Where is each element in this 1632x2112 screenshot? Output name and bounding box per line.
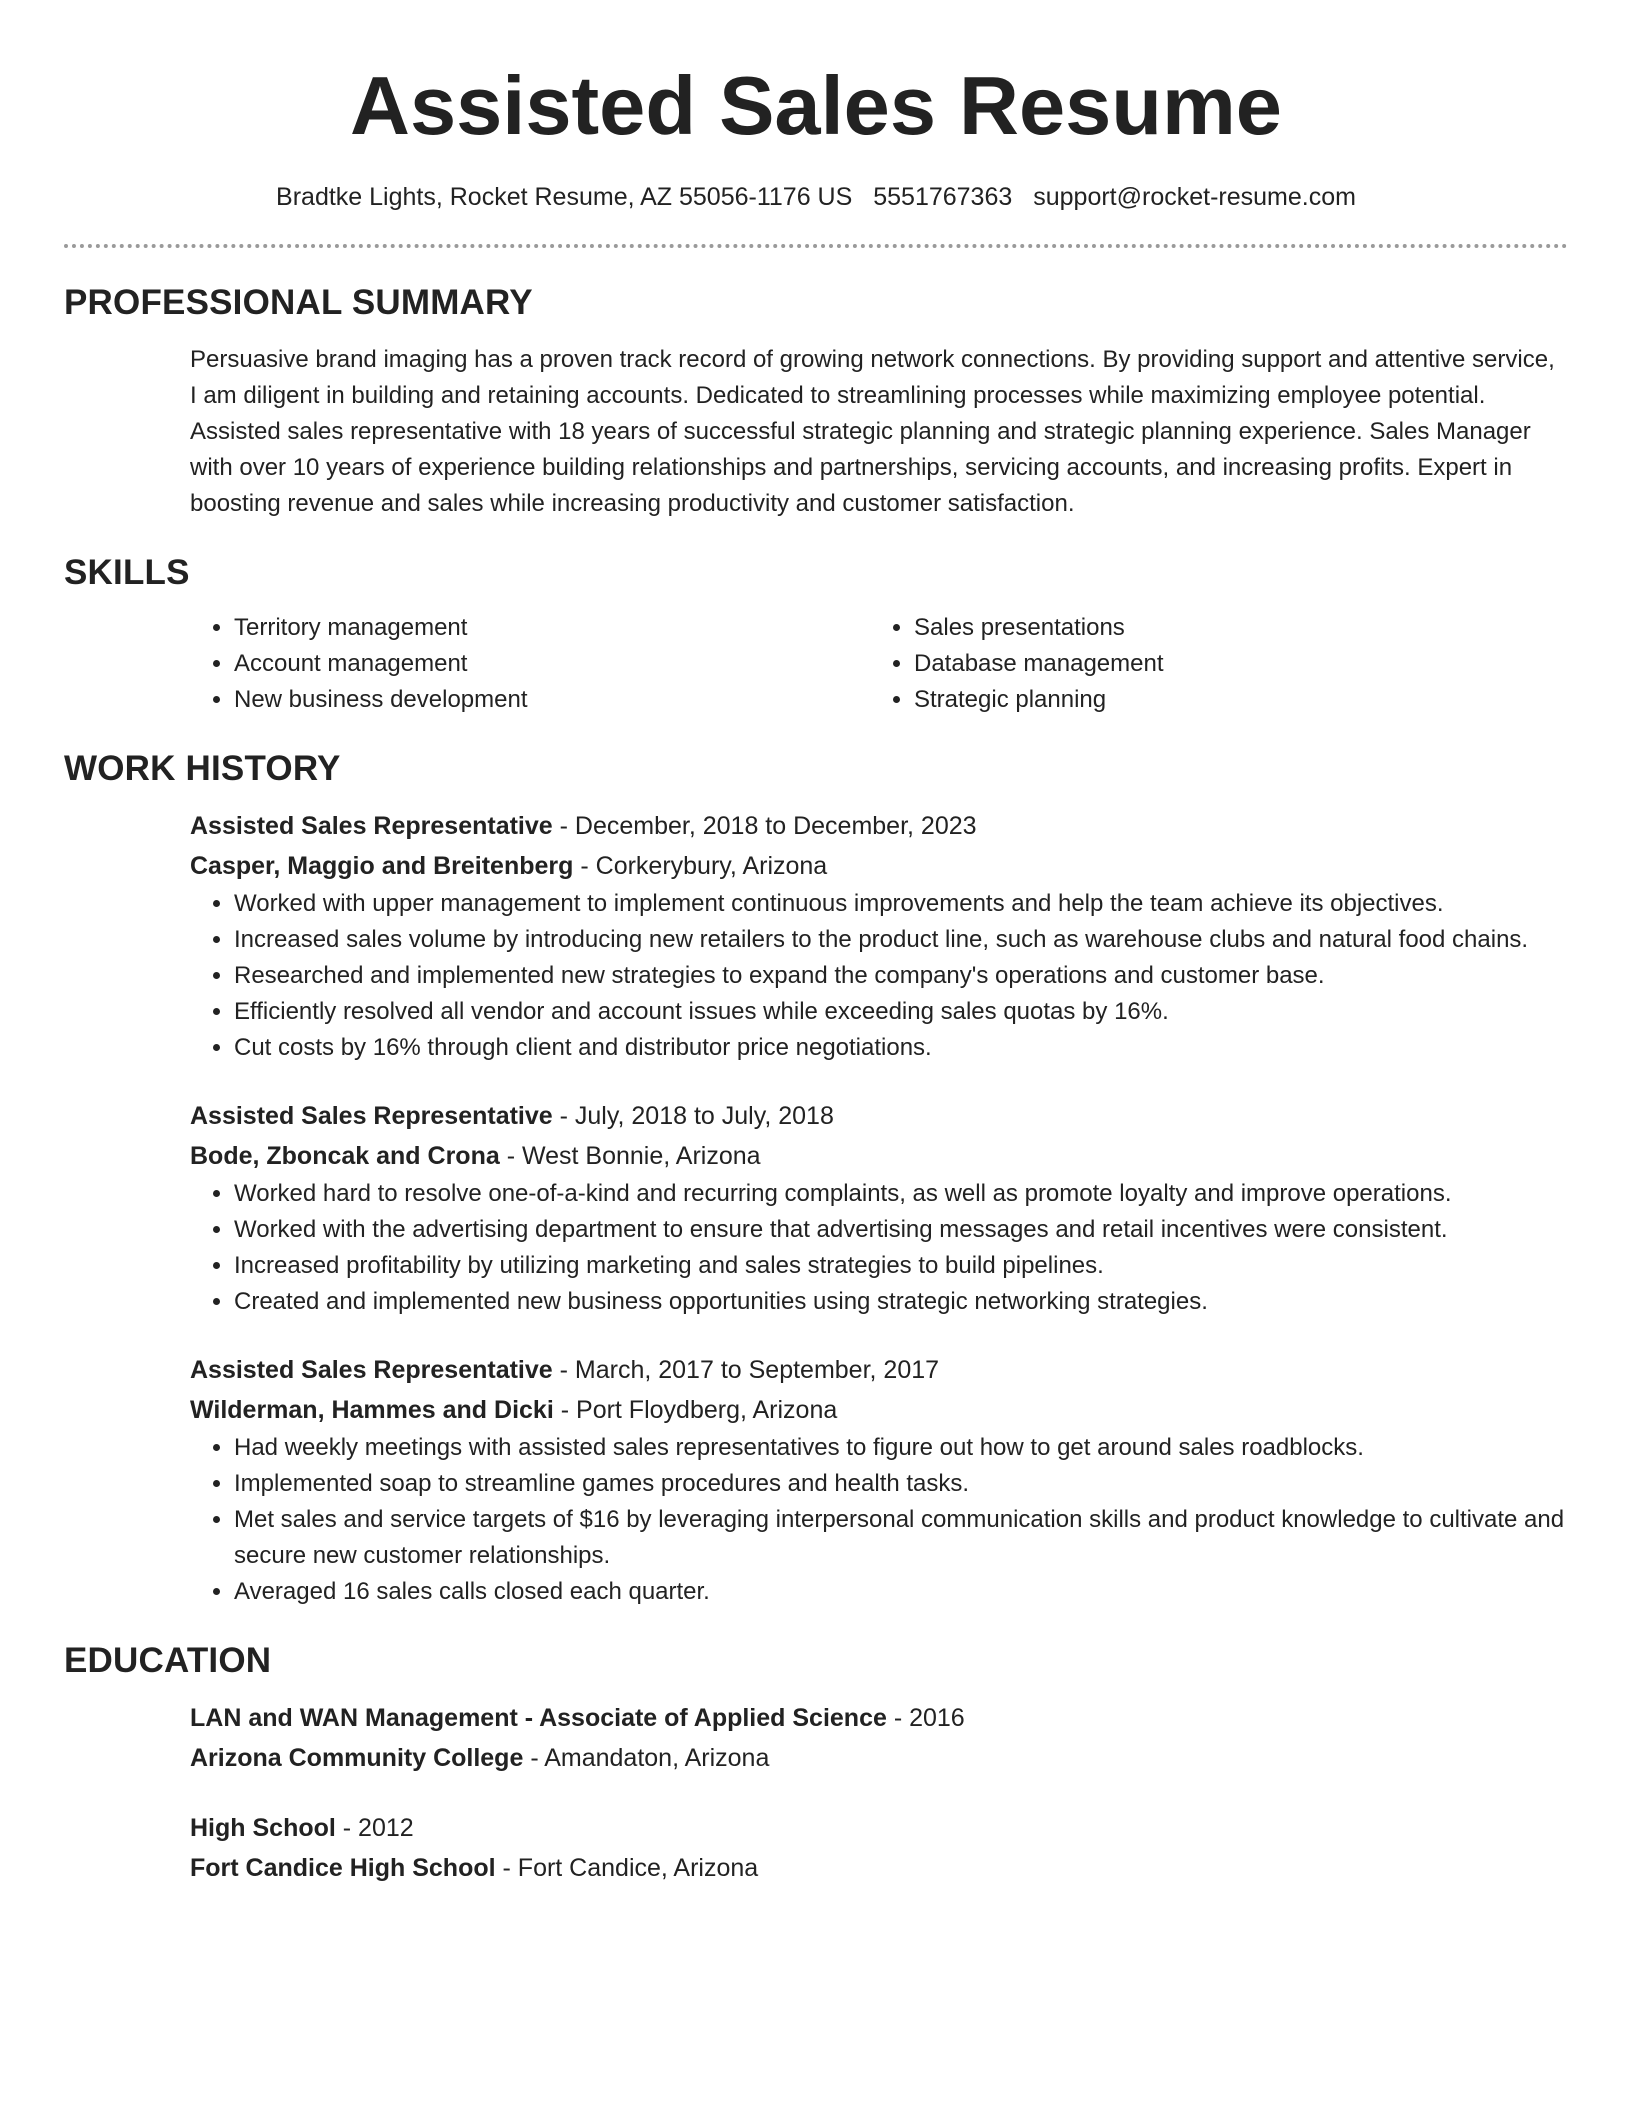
skills-section [64,552,1568,718]
job-bullet: • Efficiently resolved all vendor and account issues while exceeding sales quotas by 16%. [234,994,1568,1030]
job-company: Casper, Maggio and Breitenberg [190,852,574,880]
job-bullet: • Implemented soap to streamline games procedures and health tasks. [234,1466,1568,1502]
education-section [64,1640,1568,1888]
job-bullet: • Worked hard to resolve one-of-a-kind and recurring complaints, as well as promote loyalty and improve operations. [234,1176,1568,1212]
education-location: - Fort Candice, Arizona [495,1854,759,1882]
summary-text: Persuasive brand imaging has a proven track record of growing network connections. By providing support and attentive service, I am diligent in building and retaining accounts. Dedicated to streamlining processes while maximizing employee potential. Assisted sales representative with 18 years of successful strategic planning and strategic planning experience. Sales Manager with over 10 years of experience building relationships and partnerships, servicing accounts, and increasing profits. Expert in boosting revenue and sales while increasing productivity and customer satisfaction. [190,346,1555,517]
education-entry [190,1698,1568,1778]
job-entry [190,806,1568,1066]
job-dates: - March, 2017 to September, 2017 [552,1356,940,1384]
skill-item: • Account management [234,646,870,682]
job-company: Wilderman, Hammes and Dicki [190,1396,554,1424]
education-year: - 2012 [335,1814,414,1842]
skill-item: • Database management [914,646,1550,682]
job-company-line [190,1390,1568,1430]
job-title-line [190,1350,1568,1390]
education-location: - Amandaton, Arizona [523,1744,770,1772]
job-title-line [190,1096,1568,1136]
job-role: Assisted Sales Representative [190,1356,553,1384]
job-bullets [190,886,1568,1066]
skills-column-left [190,610,870,718]
job-bullet: • Increased profitability by utilizing marketing and sales strategies to build pipelines. [234,1248,1568,1284]
contact-phone: 5551767363 [873,183,1013,211]
job-company: Bode, Zboncak and Crona [190,1142,500,1170]
job-bullet: • Had weekly meetings with assisted sales representatives to figure out how to get around sales roadblocks. [234,1430,1568,1466]
skills-grid [190,610,1568,718]
education-school: Fort Candice High School [190,1854,496,1882]
job-dates: - December, 2018 to December, 2023 [552,812,977,840]
education-degree-line [190,1808,1568,1848]
education-body [190,1698,1568,1888]
job-bullets [190,1176,1568,1320]
summary-body [190,342,1568,522]
skill-item: • Strategic planning [914,682,1550,718]
education-entry [190,1808,1568,1888]
job-bullet: • Averaged 16 sales calls closed each quarter. [234,1574,1568,1610]
job-bullet: • Created and implemented new business opportunities using strategic networking strategies. [234,1284,1568,1320]
job-role: Assisted Sales Representative [190,812,553,840]
job-bullet: • Met sales and service targets of $16 by leveraging interpersonal communication skills and product knowledge to cultivate and secure new customer relationships. [234,1502,1568,1574]
job-location: - West Bonnie, Arizona [499,1142,761,1170]
work-history-body [190,806,1568,1610]
work-history-section [64,748,1568,1610]
summary-section [64,282,1568,522]
job-dates: - July, 2018 to July, 2018 [552,1102,834,1130]
job-bullet: • Cut costs by 16% through client and distributor price negotiations. [234,1030,1568,1066]
job-bullets [190,1430,1568,1610]
job-company-line [190,846,1568,886]
education-degree-line [190,1698,1568,1738]
resume-title: Assisted Sales Resume [350,59,1282,152]
job-entry [190,1350,1568,1610]
summary-heading: PROFESSIONAL SUMMARY [64,283,533,322]
job-bullet: • Increased sales volume by introducing new retailers to the product line, such as warehouse clubs and natural food chains. [234,922,1568,958]
education-degree: LAN and WAN Management - Associate of Applied Science [190,1704,887,1732]
resume-header [64,0,1568,212]
contact-address: Bradtke Lights, Rocket Resume, AZ 55056-1176 US [276,183,853,211]
contact-line [64,182,1568,212]
education-year: - 2016 [886,1704,965,1732]
education-school-line [190,1738,1568,1778]
skill-item: • New business development [234,682,870,718]
job-entry [190,1096,1568,1320]
work-history-heading: WORK HISTORY [64,749,341,788]
job-bullet: • Worked with upper management to implement continuous improvements and help the team achieve its objectives. [234,886,1568,922]
header-divider [64,244,1568,248]
job-company-line [190,1136,1568,1176]
skill-item: • Territory management [234,610,870,646]
job-location: - Port Floydberg, Arizona [553,1396,838,1424]
education-degree: High School [190,1814,336,1842]
education-heading: EDUCATION [64,1641,272,1680]
job-role: Assisted Sales Representative [190,1102,553,1130]
job-title-line [190,806,1568,846]
skills-heading: SKILLS [64,553,190,592]
education-school-line [190,1848,1568,1888]
education-school: Arizona Community College [190,1744,524,1772]
job-location: - Corkerybury, Arizona [573,852,828,880]
job-bullet: • Researched and implemented new strategies to expand the company's operations and customer base. [234,958,1568,994]
job-bullet: • Worked with the advertising department to ensure that advertising messages and retail incentives were consistent. [234,1212,1568,1248]
skill-item: • Sales presentations [914,610,1550,646]
skills-column-right [870,610,1550,718]
contact-email: support@rocket-resume.com [1033,183,1356,211]
